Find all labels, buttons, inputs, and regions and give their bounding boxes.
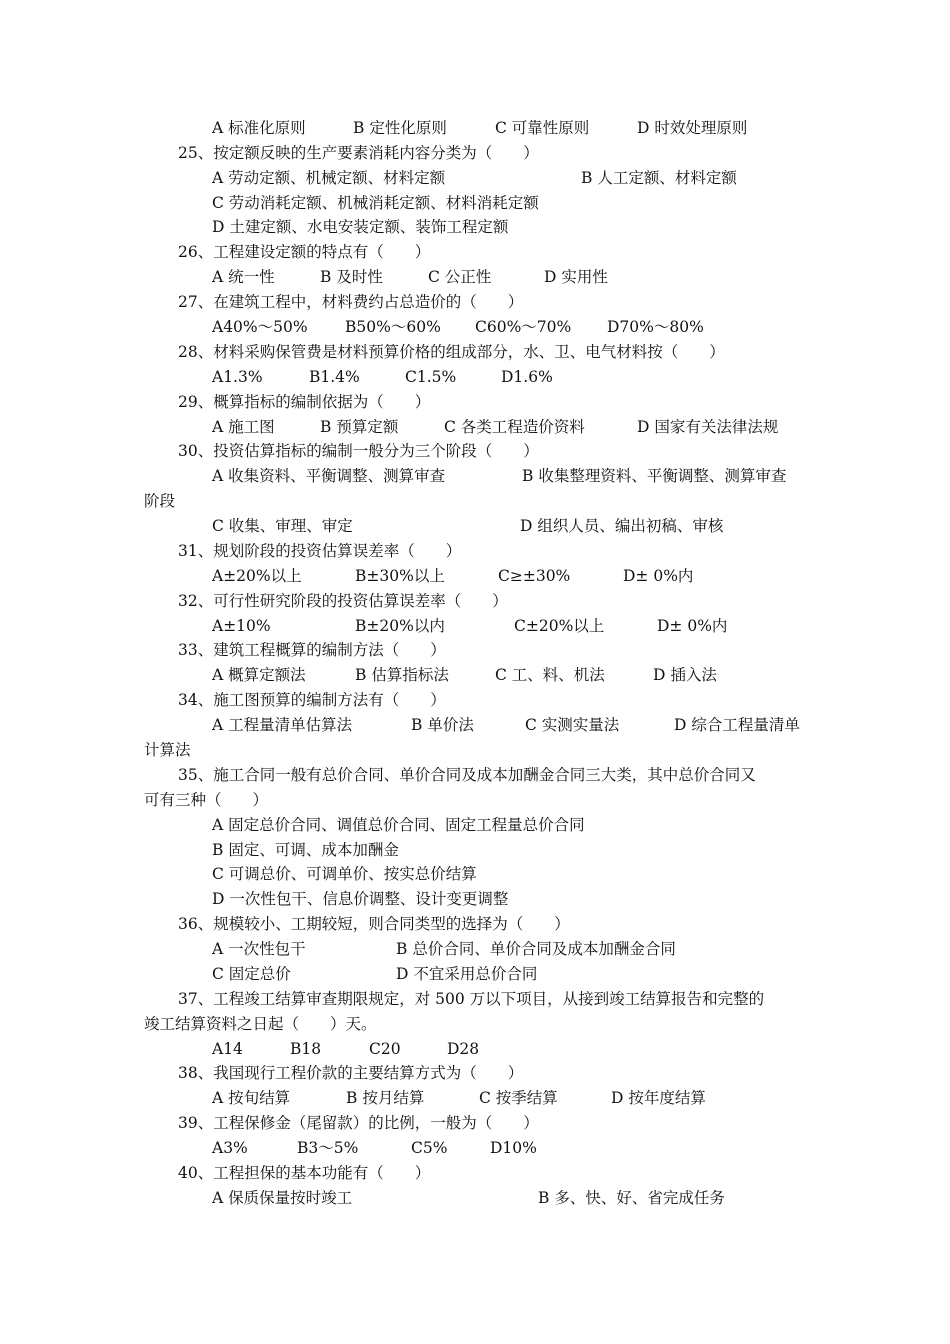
option-a-q27: A40%～50%	[212, 318, 308, 336]
option-a-q28: A1.3%	[212, 368, 263, 386]
option-d-q32: D± 0%内	[657, 617, 728, 635]
option-d-q35: D 一次性包干、信息价调整、设计变更调整	[212, 890, 509, 908]
option-d-q34-continued: 计算法	[144, 741, 191, 759]
option-c-q36: C 固定总价	[212, 965, 291, 983]
option-a-q30: A 收集资料、平衡调整、测算审查	[212, 467, 446, 485]
option-c-q34: C 实测实量法	[525, 716, 620, 734]
stem-text: 28、材料采购保管费是材料预算价格的组成部分，水、卫、电气材料按（ ）	[178, 343, 725, 361]
option-b-q25: B 人工定额、材料定额	[581, 169, 737, 187]
option-c-q39: C5%	[411, 1139, 448, 1157]
option-b-q27: B50%～60%	[345, 318, 441, 336]
stem-text: 30、投资估算指标的编制一般分为三个阶段（ ）	[178, 442, 539, 460]
option-d-q30: D 组织人员、编出初稿、审核	[520, 517, 724, 535]
option-b-q40: B 多、快、好、省完成任务	[538, 1189, 725, 1207]
stem-text: 31、规划阶段的投资估算误差率（ ）	[178, 542, 462, 560]
option-a-q34: A 工程量清单估算法	[212, 716, 353, 734]
option-a-q32: A±10%	[212, 617, 271, 635]
option-d-q26: D 实用性	[544, 268, 608, 286]
option-a-q29: A 施工图	[212, 418, 275, 436]
option-b-q31: B±30%以上	[355, 567, 445, 585]
stem-text: 39、工程保修金（尾留款）的比例，一般为（ ）	[178, 1114, 539, 1132]
option-b-q30: B 收集整理资料、平衡调整、测算审查	[522, 467, 787, 485]
option-d-q27: D70%～80%	[607, 318, 704, 336]
option-a-q39: A3%	[212, 1139, 248, 1157]
stem-text: 35、施工合同一般有总价合同、单价合同及成本加酬金合同三大类，其中总价合同又	[178, 766, 756, 784]
option-c-q25: C 劳动消耗定额、机械消耗定额、材料消耗定额	[212, 194, 539, 212]
option-d-q24: D 时效处理原则	[637, 119, 748, 137]
option-d-q25: D 土建定额、水电安装定额、装饰工程定额	[212, 218, 509, 236]
stem-text: 40、工程担保的基本功能有（ ）	[178, 1164, 431, 1182]
option-b-q29: B 预算定额	[320, 418, 399, 436]
stem-text: 25、按定额反映的生产要素消耗内容分类为（ ）	[178, 144, 539, 162]
option-b-q28: B1.4%	[309, 368, 360, 386]
option-c-q35: C 可调总价、可调单价、按实总价结算	[212, 865, 477, 883]
stem-text: 34、施工图预算的编制方法有（ ）	[178, 691, 446, 709]
option-c-q28: C1.5%	[405, 368, 457, 386]
option-a-q38: A 按旬结算	[212, 1089, 291, 1107]
option-b-q37: B18	[290, 1040, 322, 1058]
option-a-q33: A 概算定额法	[212, 666, 306, 684]
stem-text: 26、工程建设定额的特点有（ ）	[178, 243, 431, 261]
option-c-q24: C 可靠性原则	[495, 119, 590, 137]
option-c-q33: C 工、料、机法	[495, 666, 605, 684]
option-d-q31: D± 0%内	[623, 567, 694, 585]
option-d-q33: D 插入法	[653, 666, 717, 684]
option-b-q35: B 固定、可调、成本加酬金	[212, 841, 399, 859]
stem-text: 38、我国现行工程价款的主要结算方式为（ ）	[178, 1064, 524, 1082]
option-c-q38: C 按季结算	[479, 1089, 558, 1107]
option-c-q26: C 公正性	[428, 268, 492, 286]
option-a-q31: A±20%以上	[212, 567, 302, 585]
option-c-q27: C60%～70%	[475, 318, 572, 336]
option-d-q29: D 国家有关法律法规	[637, 418, 779, 436]
option-b-q39: B3～5%	[297, 1139, 359, 1157]
option-d-q36: D 不宜采用总价合同	[396, 965, 538, 983]
option-b-q26: B 及时性	[320, 268, 383, 286]
option-a-q36: A 一次性包干	[212, 940, 306, 958]
option-b-q33: B 估算指标法	[355, 666, 449, 684]
option-b-q32: B±20%以内	[355, 617, 445, 635]
stem-text: 29、概算指标的编制依据为（ ）	[178, 393, 431, 411]
stem-text: 36、规模较小、工期较短，则合同类型的选择为（ ）	[178, 915, 570, 933]
option-c-q31: C≥±30%	[498, 567, 571, 585]
option-b-q30-continued: 阶段	[144, 492, 176, 510]
option-d-q34: D 综合工程量清单	[674, 716, 800, 734]
option-a-q26: A 统一性	[212, 268, 275, 286]
option-a-q35: A 固定总价合同、调值总价合同、固定工程量总价合同	[212, 816, 585, 834]
option-c-q37: C20	[369, 1040, 401, 1058]
option-c-q32: C±20%以上	[514, 617, 605, 635]
option-d-q28: D1.6%	[501, 368, 553, 386]
option-b-q38: B 按月结算	[346, 1089, 425, 1107]
stem-text: 33、建筑工程概算的编制方法（ ）	[178, 641, 446, 659]
stem-text: 27、在建筑工程中，材料费约占总造价的（ ）	[178, 293, 524, 311]
option-a-q40: A 保质保量按时竣工	[212, 1189, 353, 1207]
option-b-q24: B 定性化原则	[353, 119, 447, 137]
option-a-q25: A 劳动定额、机械定额、材料定额	[212, 169, 446, 187]
stem-text-continued: 可有三种（ ）	[144, 791, 269, 809]
option-d-q37: D28	[447, 1040, 480, 1058]
option-d-q38: D 按年度结算	[611, 1089, 706, 1107]
option-b-q36: B 总价合同、单价合同及成本加酬金合同	[396, 940, 676, 958]
option-c-q29: C 各类工程造价资料	[444, 418, 585, 436]
option-a-q37: A14	[212, 1040, 243, 1058]
stem-text: 37、工程竣工结算审查期限规定，对 500 万以下项目，从接到竣工结算报告和完整的	[178, 990, 765, 1008]
stem-text-continued: 竣工结算资料之日起（ ）天。	[144, 1015, 377, 1033]
stem-text: 32、可行性研究阶段的投资估算误差率（ ）	[178, 592, 508, 610]
option-b-q34: B 单价法	[411, 716, 474, 734]
option-d-q39: D10%	[490, 1139, 537, 1157]
option-c-q30: C 收集、审理、审定	[212, 517, 353, 535]
option-a-q24: A 标准化原则	[212, 119, 306, 137]
